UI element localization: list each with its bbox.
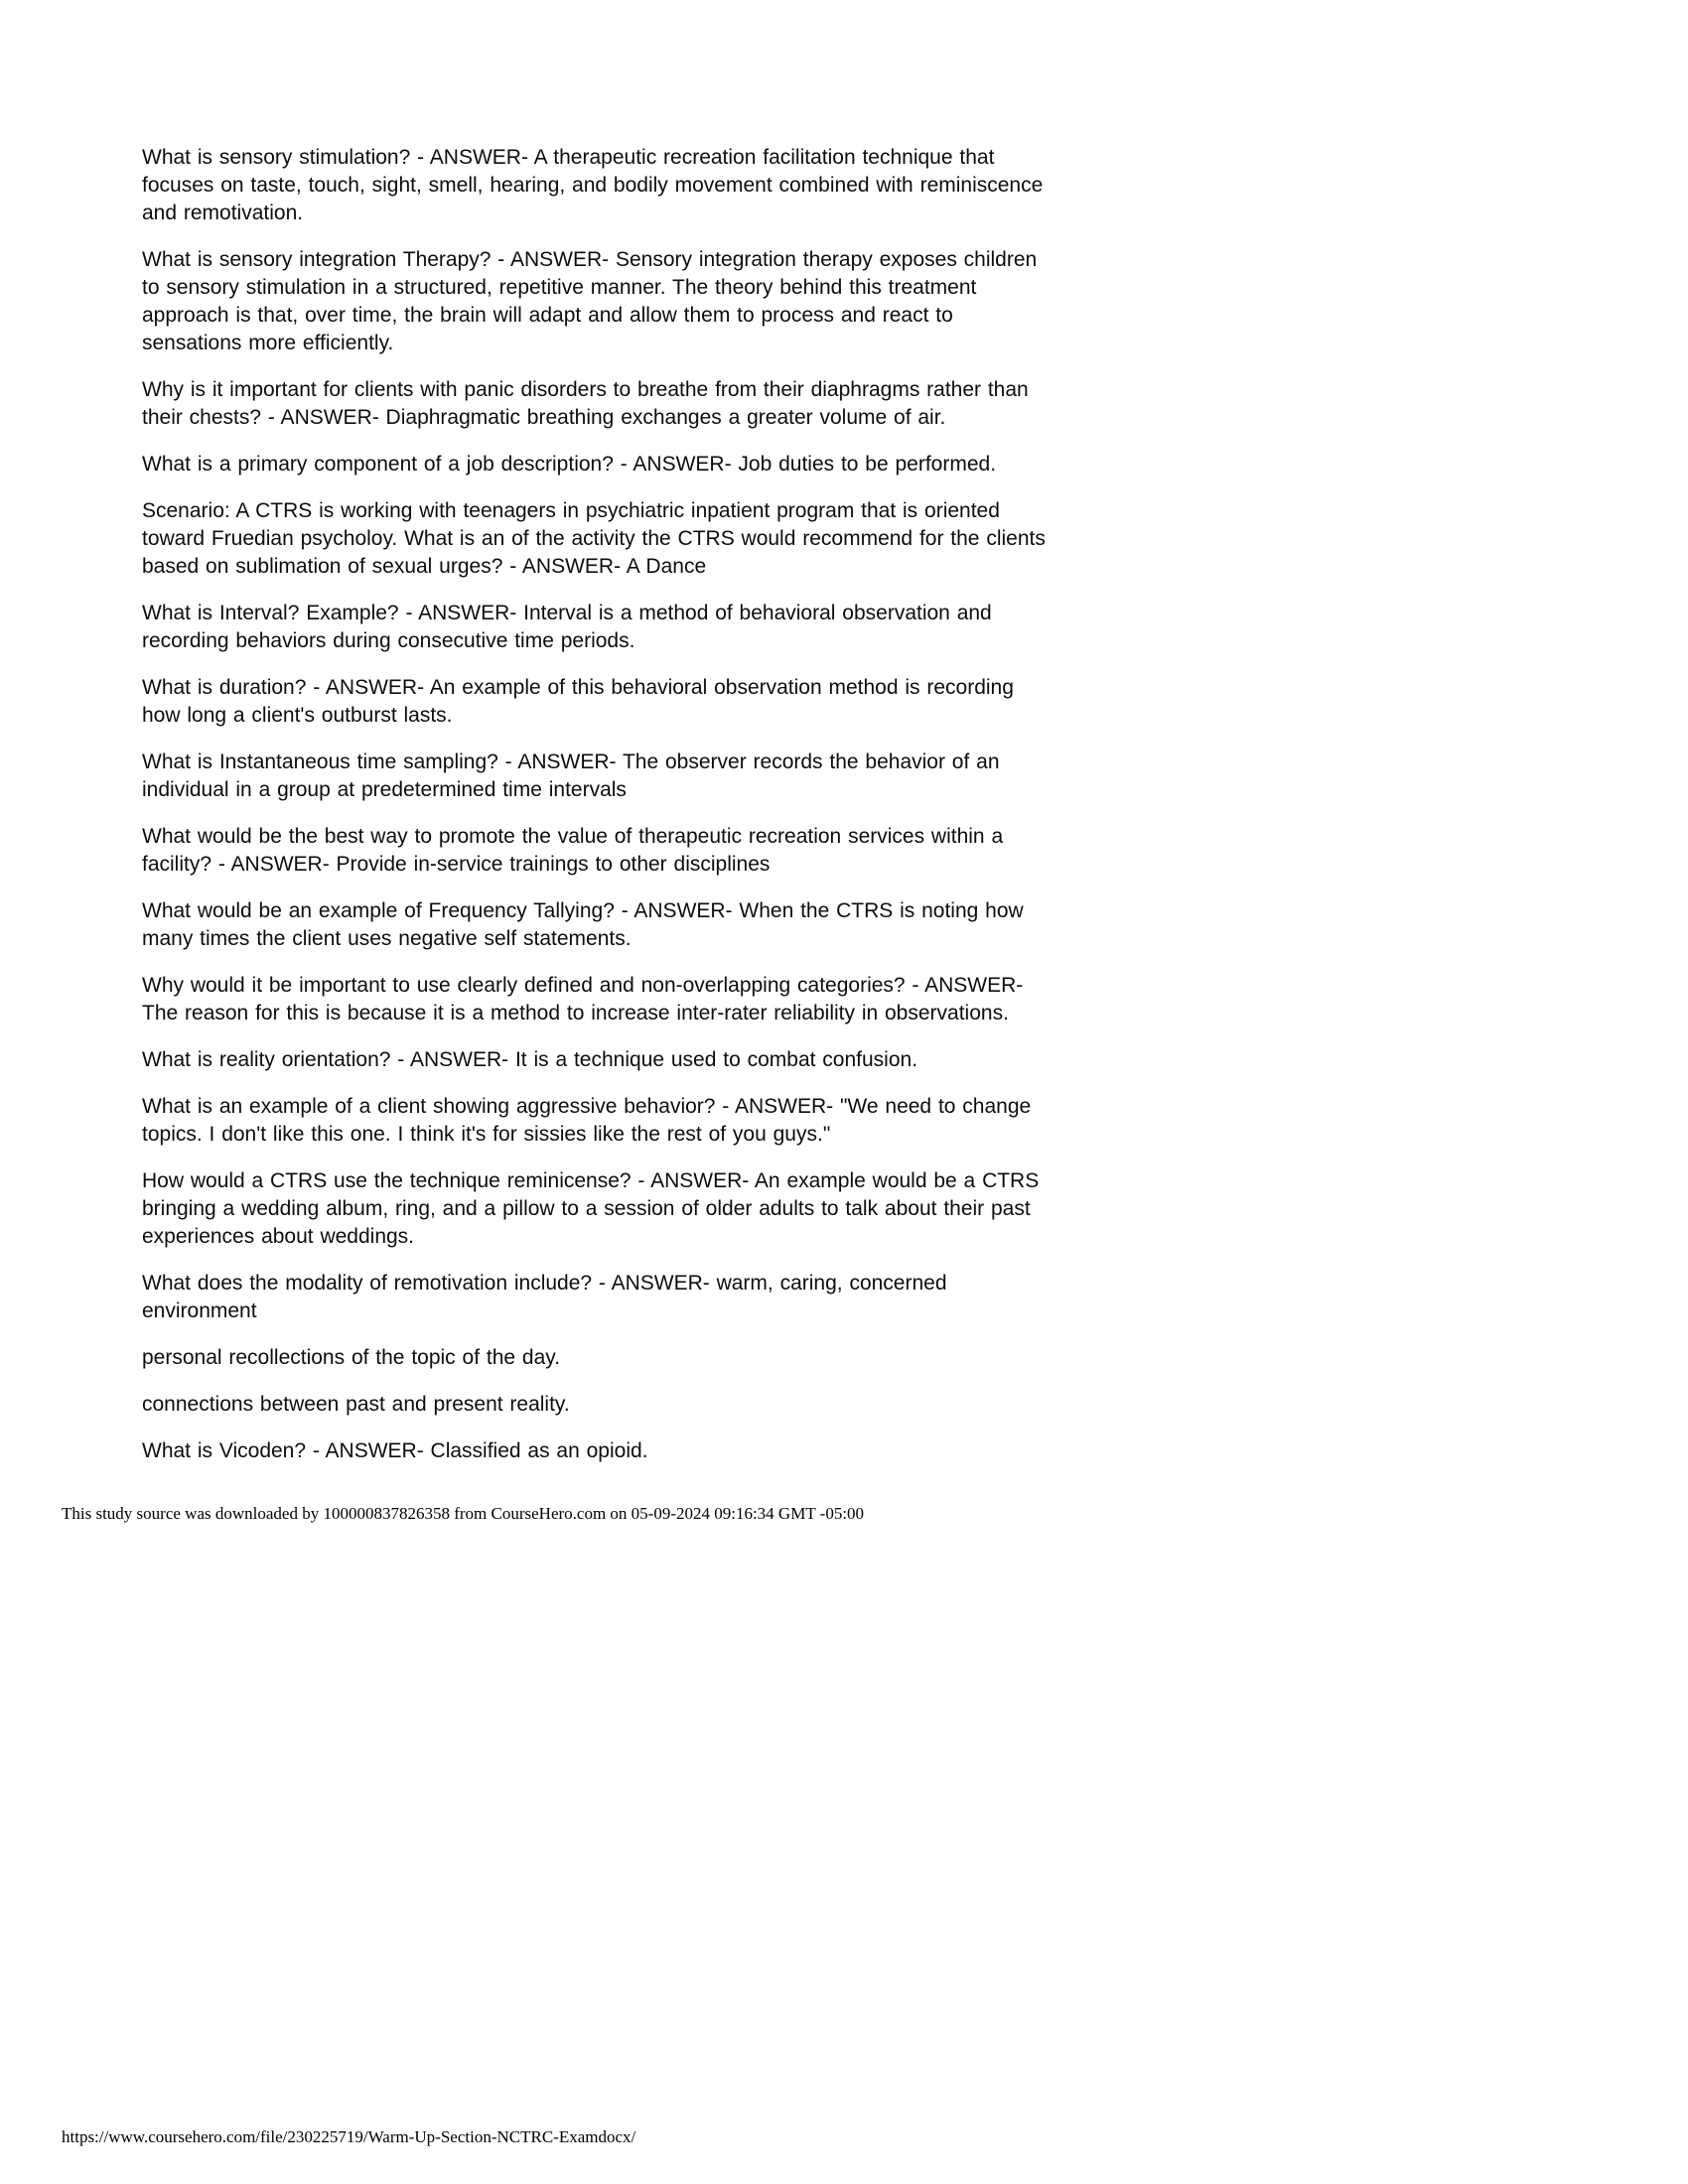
- qa-paragraph: What is duration? - ANSWER- An example of this behavioral observation method is recording how long a client's outburst lasts.: [142, 676, 1014, 727]
- qa-paragraph: What is Instantaneous time sampling? - ANSWER- The observer records the behavior of an individual in a group at predetermined time intervals: [142, 751, 1000, 801]
- qa-paragraph: What is Interval? Example? - ANSWER- Interval is a method of behavioral observation and recording behaviors during consecutive time periods.: [142, 602, 992, 652]
- qa-paragraph: What is Vicoden? - ANSWER- Classified as an opioid.: [142, 1439, 648, 1462]
- document-content: [142, 144, 1054, 1484]
- qa-paragraph: Why is it important for clients with panic disorders to breathe from their diaphragms rather than their chests? - ANSWER- Diaphragmatic breathing exchanges a greater volume of air.: [142, 378, 1029, 429]
- qa-paragraph: What is a primary component of a job description? - ANSWER- Job duties to be performed.: [142, 453, 997, 476]
- qa-paragraph: What is sensory integration Therapy? - ANSWER- Sensory integration therapy exposes children to sensory stimulation in a structured, repetitive manner. The theory behind this treatment approach is that, over time, the brain will adapt and allow them to process and react to sensations more efficiently.: [142, 248, 1038, 354]
- qa-paragraph: Scenario: A CTRS is working with teenagers in psychiatric inpatient program that is oriented toward Fruedian psycholoy. What is an of the activity the CTRS would recommend for the clients based on sublimation of sexual urges? - ANSWER- A Dance: [142, 499, 1046, 578]
- qa-paragraph: What would be an example of Frequency Tallying? - ANSWER- When the CTRS is noting how many times the client uses negative self statements.: [142, 899, 1024, 950]
- qa-paragraph: What is reality orientation? - ANSWER- It is a technique used to combat confusion.: [142, 1048, 918, 1071]
- source-url-text: https://www.coursehero.com/file/230225719/Warm-Up-Section-NCTRC-Examdocx/: [62, 2127, 636, 2146]
- qa-paragraph: What would be the best way to promote the value of therapeutic recreation services within a facility? - ANSWER- Provide in-service trainings to other disciplines: [142, 825, 1004, 876]
- download-attribution-text: This study source was downloaded by 100000837826358 from CourseHero.com on 05-09-2024 09:16:34 GMT -05:00: [62, 1504, 865, 1523]
- qa-paragraph: connections between past and present reality.: [142, 1393, 570, 1416]
- qa-paragraph: personal recollections of the topic of the day.: [142, 1346, 561, 1369]
- qa-paragraph: What is sensory stimulation? - ANSWER- A therapeutic recreation facilitation technique that focuses on taste, touch, sight, smell, hearing, and bodily movement combined with reminiscence and remotivation.: [142, 146, 1044, 224]
- qa-paragraph: What does the modality of remotivation include? - ANSWER- warm, caring, concerned environment: [142, 1272, 947, 1322]
- qa-paragraph: How would a CTRS use the technique reminicense? - ANSWER- An example would be a CTRS bringing a wedding album, ring, and a pillow to a session of older adults to talk about their past experiences about weddings.: [142, 1169, 1040, 1248]
- qa-paragraph: Why would it be important to use clearly defined and non-overlapping categories? - ANSWER- The reason for this is because it is a method to increase inter-rater reliability in observations.: [142, 974, 1024, 1024]
- qa-paragraph: What is an example of a client showing aggressive behavior? - ANSWER- "We need to change topics. I don't like this one. I think it's for sissies like the rest of you guys.": [142, 1095, 1032, 1146]
